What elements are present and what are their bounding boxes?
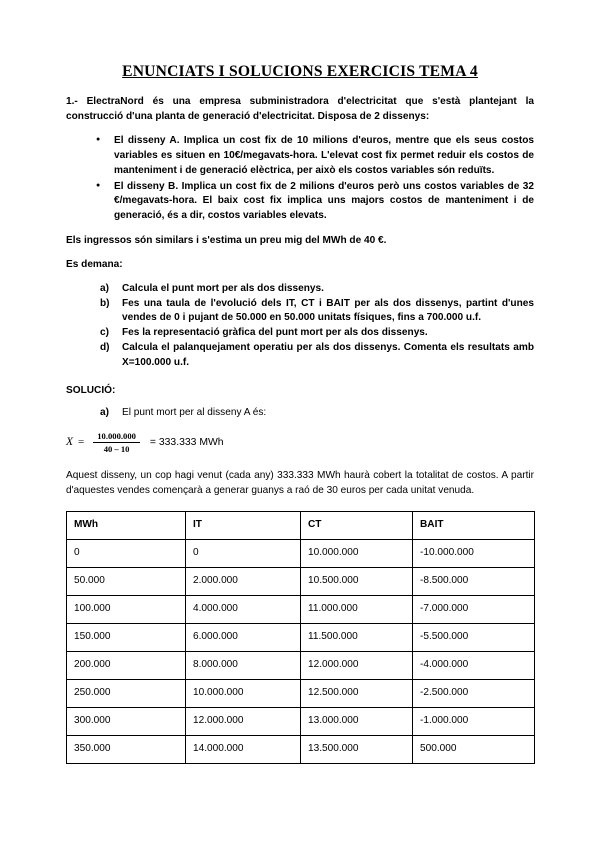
cell-ct: 10.500.000 [301,567,413,595]
solution-items-list [66,406,534,421]
requested-items-list [66,282,534,371]
cell-ct: 10.000.000 [301,539,413,567]
table-row [67,679,535,707]
cell-mwh: 0 [67,539,186,567]
list-item: Calcula el punt mort per als dos dissenys. [122,282,324,294]
cell-mwh: 50.000 [67,567,186,595]
cell-ct: 12.000.000 [301,651,413,679]
cell-it: 14.000.000 [186,735,301,763]
cell-mwh: 100.000 [67,595,186,623]
table-row [67,735,535,763]
table-row [67,567,535,595]
cell-it: 12.000.000 [186,707,301,735]
table-row [67,539,535,567]
break-even-formula [66,431,534,455]
design-list [66,134,534,224]
cell-mwh: 350.000 [67,735,186,763]
cell-ct: 11.500.000 [301,623,413,651]
column-header-ct: CT [301,511,413,539]
list-item: ● El disseny A. Implica un cost fix de 10 milions d'euros, mentre que els seus costos variables es situen en 10€/megavats-hora. L'elevat cost fix permet reduir els costos de manteniment i de generació elèctrica, per això els costos variables són reduïts. [112,134,534,178]
cell-it: 6.000.000 [186,623,301,651]
formula-denominator: 40 – 10 [93,442,140,455]
cell-ct: 13.000.000 [301,707,413,735]
table-row [67,707,535,735]
cell-mwh: 150.000 [67,623,186,651]
cell-bait: -10.000.000 [413,539,535,567]
cell-it: 0 [186,539,301,567]
table-row [67,623,535,651]
column-header-mwh: MWh [67,511,186,539]
cell-bait: -5.500.000 [413,623,535,651]
list-item: Calcula el palanquejament operatiu per als dos dissenys. Comenta els resultats amb X=100.000 u.f. [122,342,534,368]
cell-it: 10.000.000 [186,679,301,707]
table-row [67,595,535,623]
formula-variable: X [66,436,74,449]
solution-heading: SOLUCIÓ: [66,384,116,396]
formula-result: = 333.333 MWh [149,436,224,448]
table-row [67,651,535,679]
cell-bait: -1.000.000 [413,707,535,735]
table-body [67,539,535,763]
cell-bait: -8.500.000 [413,567,535,595]
cell-ct: 11.000.000 [301,595,413,623]
cell-it: 8.000.000 [186,651,301,679]
break-even-table [66,511,535,764]
list-item: Fes una taula de l'evolució dels IT, CT i BAIT per als dos dissenys, partint d'unes vendes de 0 i pujant de 50.000 en 50.000 unitats físiques, fins a 700.000 u.f. [122,297,534,324]
list-item: El punt mort per al disseny A és: [122,406,267,418]
column-header-it: IT [186,511,301,539]
cell-it: 4.000.000 [186,595,301,623]
formula-equals-sign: = [78,436,85,449]
problem-intro-paragraph: 1.- ElectraNord és una empresa subministradora d'electricitat que s'està plantejant la construcció d'una planta de generació d'electricitat. Disposa de 2 dissenys: [66,96,534,123]
list-item: ● El disseny B. Implica un cost fix de 2 milions d'euros però uns costos variables de 32 €/megavats-hora. El baix cost fix implica uns majors costos de manteniment i de generació, és a dir, costos variables elevats. [112,180,534,224]
cell-mwh: 300.000 [67,707,186,735]
revenue-note-paragraph: Els ingressos són similars i s'estima un preu mig del MWh de 40 €. [66,235,387,247]
formula-fraction [93,431,140,455]
table-header-row [67,511,535,539]
cell-bait: 500.000 [413,735,535,763]
requested-label: Es demana: [66,258,123,270]
cell-mwh: 250.000 [67,679,186,707]
cell-bait: -7.000.000 [413,595,535,623]
cell-ct: 13.500.000 [301,735,413,763]
list-item: Fes la representació gràfica del punt mort per als dos dissenys. [122,327,428,339]
solution-explanation-paragraph: Aquest disseny, un cop hagi venut (cada any) 333.333 MWh haurà cobert la totalitat de costos. A partir d'aquestes vendes començarà a generar guanys a raó de 30 euros per cada unitat venuda. [66,470,534,496]
page-title: ENUNCIATS I SOLUCIONS EXERCICIS TEMA 4 [122,63,478,80]
cell-ct: 12.500.000 [301,679,413,707]
cell-it: 2.000.000 [186,567,301,595]
column-header-bait: BAIT [413,511,535,539]
cell-bait: -4.000.000 [413,651,535,679]
cell-mwh: 200.000 [67,651,186,679]
formula-numerator: 10.000.000 [97,430,136,441]
cell-bait: -2.500.000 [413,679,535,707]
